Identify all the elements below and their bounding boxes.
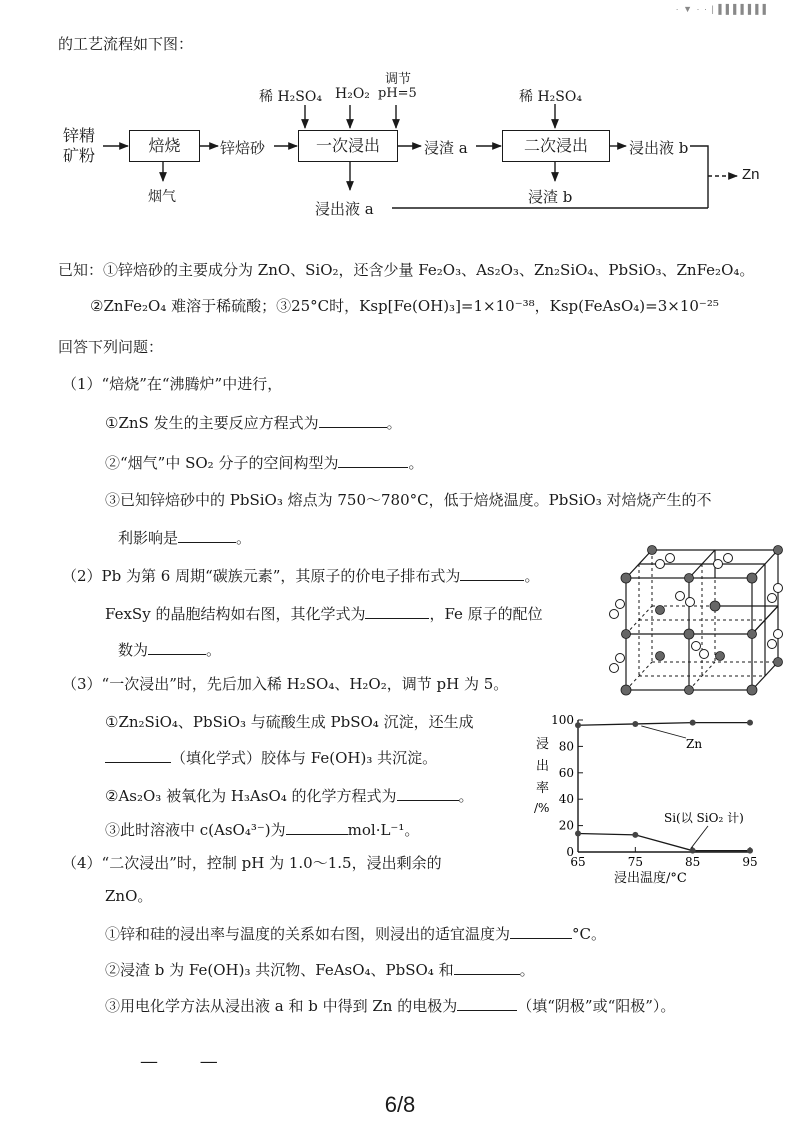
chart-y-tick-label: 80 — [558, 739, 574, 754]
zn-series-line — [578, 723, 750, 726]
q1-c-blank[interactable] — [178, 528, 236, 543]
calcine-label: 锌焙砂 — [220, 139, 266, 157]
q1-a-blank[interactable] — [319, 413, 387, 428]
chart-y-tick-label: 40 — [558, 792, 574, 807]
q2-a-blank[interactable] — [460, 566, 524, 581]
q3-a-blank[interactable] — [105, 748, 171, 763]
zn-leader-line — [641, 726, 686, 738]
q3-b-blank[interactable] — [397, 786, 459, 801]
q3-line1: （3）“一次浸出”时，先后加入稀 H₂SO₄、H₂O₂，调节 pH 为 5。 — [62, 675, 509, 693]
q2-b-blank[interactable] — [365, 604, 429, 619]
si-data-point — [575, 831, 581, 837]
chart-x-tick-label: 65 — [570, 855, 586, 869]
q4-line2: ZnO。 — [105, 887, 153, 905]
first-leach-box: 一次浸出 — [298, 130, 398, 162]
corner-scan-mark: · ▼ · · | ▌▌▌▌▌▌▌ — [675, 4, 770, 14]
q3-b: ②As₂O₃ 被氧化为 H₃AsO₄ 的化学方程式为 。 — [105, 787, 474, 805]
q4-a: ①锌和硅的浸出率与温度的关系如右图，则浸出的适宜温度为 °C。 — [105, 925, 606, 943]
q4-line1: （4）“二次浸出”时，控制 pH 为 1.0～1.5，浸出剩余的 — [62, 854, 442, 872]
reagent-ph5: pH=5 — [378, 86, 417, 101]
flue-gas-label: 烟气 — [148, 189, 176, 205]
q2-c-blank[interactable] — [148, 640, 206, 655]
footer-marks: — — — [140, 1051, 236, 1072]
q4-c: ③用电化学方法从浸出液 a 和 b 中得到 Zn 的电极为 （填“阴极”或“阳极”）。 — [105, 997, 676, 1015]
known-line-2: ②ZnFe₂O₄ 难溶于稀硫酸；③25°C时，Ksp[Fe(OH)₃]=1×10⁻³⁸，Ksp(FeAsO₄)=3×10⁻²⁵ — [90, 297, 719, 315]
q2-line3: 数为 。 — [118, 641, 222, 659]
chart-y-tick-label: 60 — [558, 765, 574, 780]
si-data-point — [632, 832, 638, 838]
q2-line2: FexSy 的晶胞结构如右图，其化学式为 ，Fe 原子的配位 — [105, 605, 543, 623]
page-number: 6/8 — [384, 1092, 416, 1117]
residue-b-label: 浸渣 b — [528, 188, 573, 206]
q4-a-blank[interactable] — [510, 924, 572, 939]
reagent-adjust: 调节 — [385, 72, 412, 87]
intro-text: 的工艺流程如下图： — [58, 35, 194, 53]
si-leader-line — [691, 826, 708, 849]
chart-ylabel-4: /% — [534, 801, 550, 815]
chart-y-tick-label: 100 — [551, 713, 574, 727]
si-series-label: Si(以 SiO₂ 计) — [664, 811, 744, 825]
feed-label-2: 矿粉 — [63, 146, 96, 165]
reagent-h2so4-2: 稀 H₂SO₄ — [519, 89, 582, 105]
reagent-h2o2: H₂O₂ — [335, 86, 370, 102]
zn-data-point — [632, 721, 638, 727]
q2-line1: （2）Pb 为第 6 周期“碳族元素”，其原子的价电子排布式为 。 — [62, 567, 540, 585]
q1-c-line2: 利影响是 。 — [118, 529, 252, 547]
chart-y-tick-label: 0 — [566, 845, 574, 859]
liquor-a-label: 浸出液 a — [315, 200, 374, 218]
q4-b: ②浸渣 b 为 Fe(OH)₃ 共沉物、FeAsO₄、PbSO₄ 和 。 — [105, 961, 535, 979]
chart-x-tick-label: 85 — [685, 855, 701, 869]
zn-data-point — [690, 720, 696, 726]
q1-a: ①ZnS 发生的主要反应方程式为 。 — [105, 414, 402, 432]
chart-ylabel-1: 浸 — [536, 737, 550, 752]
known-line-1: 已知：①锌焙砂的主要成分为 ZnO、SiO₂，还含少量 Fe₂O₃、As₂O₃、Zn₂SiO₄、PbSiO₃、ZnFe₂O₄。 — [58, 261, 755, 279]
second-leach-box: 二次浸出 — [502, 130, 610, 162]
q3-c-blank[interactable] — [286, 820, 348, 835]
q1-b-blank[interactable] — [338, 453, 408, 468]
zn-data-point — [575, 722, 581, 728]
si-data-point — [747, 848, 753, 854]
q1-b: ②“烟气”中 SO₂ 分子的空间构型为 。 — [105, 454, 424, 472]
zn-data-point — [747, 720, 753, 726]
reagent-h2so4-1: 稀 H₂SO₄ — [259, 89, 322, 105]
chart-x-tick-label: 75 — [627, 855, 643, 869]
answer-prompt: 回答下列问题： — [58, 338, 164, 356]
leaching-rate-chart — [520, 706, 790, 886]
q3-a-line1: ①Zn₂SiO₄、PbSiO₃ 与硫酸生成 PbSO₄ 沉淀，还生成 — [105, 713, 474, 731]
unit-cell-figure — [600, 528, 790, 696]
chart-x-tick-label: 95 — [742, 855, 758, 869]
q4-b-blank[interactable] — [454, 960, 520, 975]
chart-y-tick-label: 20 — [558, 818, 574, 833]
residue-a-label: 浸渣 a — [424, 139, 468, 157]
chart-ylabel-2: 出 — [536, 759, 550, 774]
q3-c: ③此时溶液中 c(AsO₄³⁻)为 mol·L⁻¹。 — [105, 821, 420, 839]
chart-xlabel: 浸出温度/°C — [614, 871, 687, 886]
si-series-line — [578, 834, 750, 851]
roasting-box: 焙烧 — [129, 130, 200, 162]
chart-ylabel-3: 率 — [536, 781, 550, 796]
zn-series-label: Zn — [686, 737, 703, 751]
q1-stem: （1）“焙烧”在“沸腾炉”中进行， — [62, 375, 283, 393]
zn-product-label: Zn — [742, 166, 760, 183]
feed-label-1: 锌精 — [63, 126, 96, 145]
q4-c-blank[interactable] — [457, 996, 517, 1011]
liquor-b-label: 浸出液 b — [629, 139, 689, 157]
q3-a-line2: （填化学式）胶体与 Fe(OH)₃ 共沉淀。 — [105, 748, 437, 768]
q1-c-line1: ③已知锌焙砂中的 PbSiO₃ 熔点为 750～780°C，低于焙烧温度。PbSiO₃ 对焙烧产生的不 — [105, 491, 712, 509]
